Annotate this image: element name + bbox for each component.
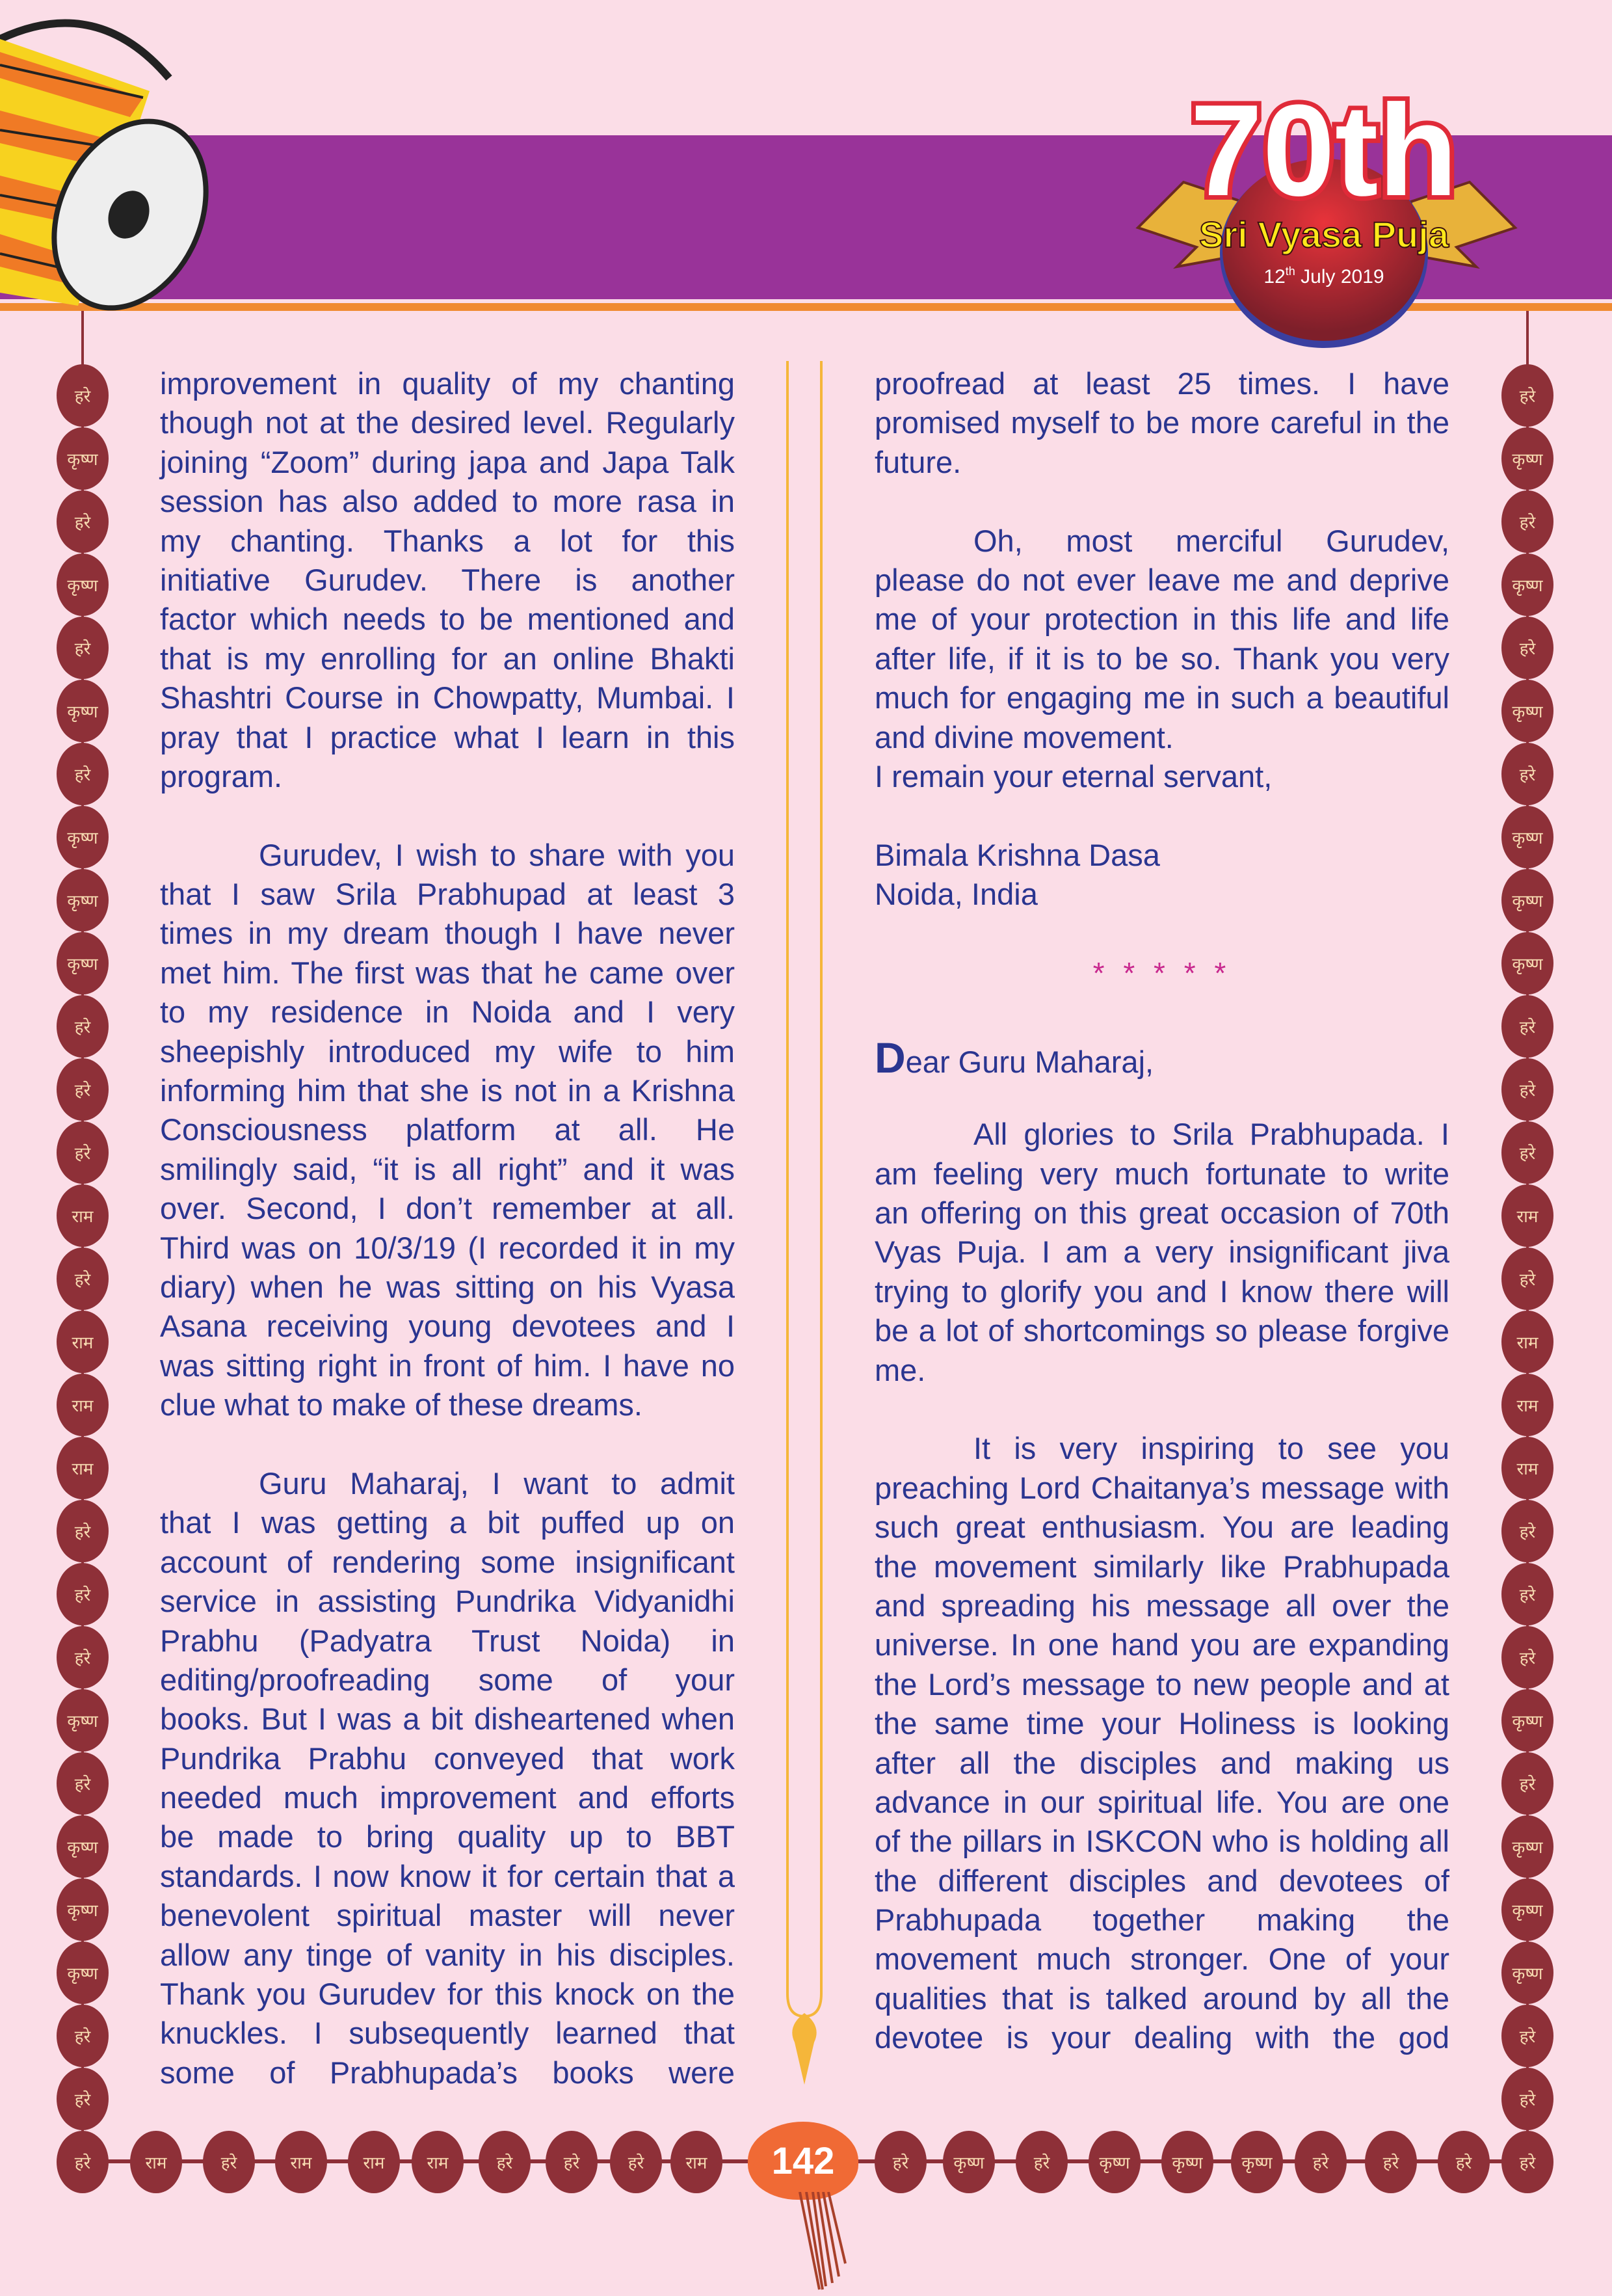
text-line [160, 718, 735, 757]
text-line [160, 1817, 735, 1856]
text-line [875, 1862, 1449, 1901]
bead-left: कृष्ण [57, 869, 109, 931]
bead-right: हरे [1501, 490, 1553, 553]
text-line-content: allow any tinge of vanity in his disciples. [160, 1937, 735, 1972]
text-line [160, 1975, 735, 2014]
70th-vyasa-puja-badge [1099, 59, 1554, 358]
text-line [875, 1547, 1449, 1586]
bead-right: हरे [1501, 2068, 1553, 2130]
text-line [160, 1150, 735, 1189]
text-line [875, 1272, 1449, 1311]
text-line-content: though not at the desired level. Regularly [160, 405, 735, 440]
text-line [160, 1622, 735, 1661]
bead-right: हरे [1501, 1058, 1553, 1121]
text-line [875, 2018, 1449, 2057]
text-line [875, 1783, 1449, 1822]
text-line-content: after life, if it is to be so. Thank you very [875, 641, 1449, 676]
text-line-content: Guru Maharaj, I want to admit [259, 1465, 735, 1501]
text-line [160, 1307, 735, 1346]
bead-right: कृष्ण [1501, 1815, 1553, 1878]
text-line-content: clue what to make of these dreams. [160, 1387, 642, 1422]
salutation [875, 1034, 1449, 1084]
text-line [160, 403, 735, 442]
bead-bottom-right: हरे [875, 2131, 927, 2193]
text-line [160, 1582, 735, 1621]
bead-left: हरे [57, 2068, 109, 2130]
text-line-content: future. [875, 444, 962, 479]
text-line [875, 522, 1449, 561]
bead-left: हरे [57, 364, 109, 427]
text-line-content: Noida, India [875, 877, 1038, 912]
text-line-content: It is very inspiring to see you [973, 1431, 1449, 1466]
bead-right: कृष्ण [1501, 427, 1553, 490]
text-line-content: an offering on this great occasion of 70th [875, 1195, 1449, 1231]
bead-bottom-right: हरे [1365, 2131, 1417, 2193]
text-line [875, 1625, 1449, 1664]
text-line-content: times in my dream though I have never [160, 916, 735, 951]
bead-bottom-right: हरे [1016, 2131, 1068, 2193]
text-line-content: universe. In one hand you are expanding [875, 1627, 1449, 1662]
bead-left: हरे [57, 1058, 109, 1121]
bead-left: कृष्ण [57, 1878, 109, 1941]
text-line-content: and spreading his message all over the [875, 1588, 1449, 1623]
bead-right: हरे [1501, 995, 1553, 1058]
text-line [160, 1032, 735, 1071]
text-line [875, 443, 1449, 482]
text-line [160, 954, 735, 993]
bead-left: राम [57, 1374, 109, 1436]
bead-bottom-left: राम [670, 2131, 722, 2193]
bead-bottom-right: कृष्ण [1161, 2131, 1213, 2193]
text-line-content: factor which needs to be mentioned and [160, 602, 735, 637]
mridanga-drum-icon [0, 0, 260, 325]
page-number: 142 [748, 2122, 858, 2200]
text-line [160, 1189, 735, 1228]
left-text-column [160, 364, 735, 2092]
text-line [875, 403, 1449, 442]
text-line [875, 1665, 1449, 1704]
bead-left: हरे [57, 2005, 109, 2067]
text-line-content: my chanting. Thanks a lot for this [160, 523, 735, 558]
text-line [875, 1822, 1449, 1861]
text-line [160, 1896, 735, 1935]
bead-bottom-left: राम [275, 2131, 327, 2193]
text-line-content: over. Second, I don’t remember at all. [160, 1191, 735, 1226]
text-line-content: advance in our spiritual life. You are one [875, 1784, 1449, 1819]
text-line-content: devotee is your dealing with the god [875, 2020, 1449, 2055]
bead-bottom-right: हरे [1295, 2131, 1347, 2193]
bead-right: हरे [1501, 2005, 1553, 2067]
text-line [875, 1233, 1449, 1272]
text-line-content: session has also added to more rasa in [160, 484, 735, 519]
bead-left: हरे [57, 490, 109, 553]
text-line-content: much for engaging me in such a beautiful [875, 680, 1449, 715]
text-line [875, 1901, 1449, 1940]
text-line-content: Vyas Puja. I am a very insignificant jiva [875, 1235, 1449, 1270]
text-line-content: the Lord’s message to new people and at [875, 1666, 1449, 1702]
text-line [160, 1503, 735, 1542]
text-line-content: informing him that she is not in a Krishna [160, 1073, 735, 1108]
text-line [875, 836, 1449, 875]
text-line-content: All glories to Srila Prabhupada. I [973, 1117, 1449, 1152]
text-line-content: improvement in quality of my chanting [160, 366, 735, 401]
text-line [160, 914, 735, 953]
text-line [160, 1071, 735, 1110]
tassel-icon [780, 2192, 871, 2296]
badge-number: 70th [1190, 78, 1458, 223]
text-line-content: that I was getting a bit puffed up on [160, 1505, 735, 1540]
text-line [875, 1194, 1449, 1233]
text-line [875, 1940, 1449, 1979]
text-line-content: benevolent spiritual master will never [160, 1898, 735, 1933]
bead-right: कृष्ण [1501, 1689, 1553, 1752]
bead-bottom-right: हरे [1501, 2131, 1553, 2193]
text-line [160, 2014, 735, 2053]
text-line [160, 1739, 735, 1778]
bead-bottom-left: राम [412, 2131, 464, 2193]
bead-left: हरे [57, 617, 109, 679]
text-line-content: Asana receiving young devotees and I [160, 1309, 735, 1344]
bead-bottom-right: कृष्ण [1231, 2131, 1283, 2193]
text-line [875, 1469, 1449, 1508]
text-line [875, 718, 1449, 757]
text-line [875, 1429, 1449, 1468]
bead-bottom-left: हरे [479, 2131, 531, 2193]
text-line [875, 1979, 1449, 2018]
text-line-content: pray that I practice what I learn in this [160, 719, 735, 754]
dropcap: D [875, 1034, 906, 1082]
text-line [875, 1390, 1449, 1429]
text-line [160, 678, 735, 717]
text-line-content: be a lot of shortcomings so please forgive [875, 1313, 1449, 1348]
text-line [160, 1778, 735, 1817]
text-line-content: Prabhu (Padyatra Trust Noida) in [160, 1623, 735, 1658]
text-line-content: the same time your Holiness is looking [875, 1706, 1449, 1741]
text-line-content: Thank you Gurudev for this knock on the [160, 1977, 735, 2012]
text-line-content: please do not ever leave me and deprive [875, 562, 1449, 597]
text-line [160, 1857, 735, 1896]
text-line [160, 1936, 735, 1975]
bead-right: हरे [1501, 1500, 1553, 1562]
text-line-content: proofread at least 25 times. I have [875, 366, 1449, 401]
bead-left: राम [57, 1311, 109, 1373]
text-line [160, 600, 735, 639]
bead-right: कृष्ण [1501, 554, 1553, 616]
text-line [160, 993, 735, 1032]
bead-right: राम [1501, 1311, 1553, 1373]
text-line [160, 796, 735, 835]
text-line [160, 561, 735, 600]
bead-left: हरे [57, 1248, 109, 1310]
text-line-content: Consciousness platform at all. He [160, 1112, 735, 1147]
text-line-content: qualities that is talked around by all the [875, 1981, 1449, 2016]
text-line [160, 2053, 735, 2092]
text-line [875, 1508, 1449, 1547]
text-line [875, 561, 1449, 600]
bead-bottom-left: राम [348, 2131, 400, 2193]
text-line [160, 1464, 735, 1503]
bead-right: हरे [1501, 1626, 1553, 1689]
bead-right: कृष्ण [1501, 680, 1553, 742]
bead-bottom-right: हरे [1438, 2131, 1490, 2193]
text-line-content: initiative Gurudev. There is another [160, 562, 735, 597]
bead-left: कृष्ण [57, 1689, 109, 1752]
text-line-content: the different disciples and devotees of [875, 1863, 1449, 1898]
bead-bottom-right: कृष्ण [943, 2131, 995, 2193]
bead-left: राम [57, 1437, 109, 1499]
text-line-content: movement much stronger. One of your [875, 1942, 1449, 1977]
text-line-content: Shashtri Course in Chowpatty, Mumbai. I [160, 680, 735, 715]
text-line-content: promised myself to be more careful in the [875, 405, 1449, 440]
section-separator: * * * * * [1092, 955, 1232, 990]
bead-bottom-left: हरे [610, 2131, 662, 2193]
text-line-content: service in assisting Pundrika Vidyanidhi [160, 1584, 735, 1619]
text-line [875, 1744, 1449, 1783]
text-line-content: Bimala Krishna Dasa [875, 837, 1160, 872]
bead-bottom-left: हरे [57, 2131, 109, 2193]
text-line [875, 1586, 1449, 1625]
bead-left: कृष्ण [57, 427, 109, 490]
text-line [160, 1110, 735, 1149]
bead-right: कृष्ण [1501, 1878, 1553, 1941]
bead-left: कृष्ण [57, 554, 109, 616]
bead-right: कृष्ण [1501, 806, 1553, 868]
bead-left: हरे [57, 743, 109, 805]
text-line [875, 1311, 1449, 1350]
text-line [160, 1661, 735, 1700]
bead-right: कृष्ण [1501, 1942, 1553, 2004]
text-line [160, 1229, 735, 1268]
text-line-content: met him. The first was that he came over [160, 955, 735, 990]
bead-left: राम [57, 1184, 109, 1247]
bead-right: हरे [1501, 1563, 1553, 1625]
bead-bottom-left: हरे [203, 2131, 255, 2193]
bead-left: हरे [57, 1500, 109, 1562]
text-line-content: sheepishly introduced my wife to him [160, 1034, 735, 1069]
bead-left: हरे [57, 1121, 109, 1184]
text-line-content: smilingly said, “it is all right” and it was [160, 1151, 735, 1186]
text-line [875, 757, 1449, 796]
bead-left: हरे [57, 995, 109, 1058]
text-line [875, 364, 1449, 403]
bead-right: कृष्ण [1501, 932, 1553, 994]
text-line-content: such great enthusiasm. You are leading [875, 1510, 1449, 1545]
text-line-content: Third was on 10/3/19 (I recorded it in my [160, 1230, 735, 1265]
text-line-content: trying to glorify you and I know there will [875, 1274, 1449, 1309]
text-line [160, 639, 735, 678]
bead-left: कृष्ण [57, 806, 109, 868]
text-line [160, 443, 735, 482]
bead-right: हरे [1501, 364, 1553, 427]
text-line-content: some of Prabhupada’s books were [160, 2055, 735, 2090]
bead-left: हरे [57, 1752, 109, 1815]
text-line [160, 1268, 735, 1307]
bead-right: हरे [1501, 1248, 1553, 1310]
bead-right: कृष्ण [1501, 869, 1553, 931]
text-line-content: standards. I now know it for certain that a [160, 1858, 735, 1893]
text-line [875, 678, 1449, 717]
bead-bottom-right: कृष्ण [1089, 2131, 1141, 2193]
text-line-content: me of your protection in this life and life [875, 602, 1449, 637]
text-line-content: me. [875, 1352, 926, 1387]
text-line [160, 757, 735, 796]
text-line-content: account of rendering some insignificant [160, 1544, 735, 1579]
text-line-content: needed much improvement and efforts [160, 1780, 735, 1815]
text-line-content: preaching Lord Chaitanya’s message with [875, 1470, 1449, 1505]
text-line [875, 482, 1449, 521]
bead-right: राम [1501, 1437, 1553, 1499]
text-line [160, 1543, 735, 1582]
salutation-text: ear Guru Maharaj, [905, 1045, 1154, 1080]
text-line [160, 482, 735, 521]
text-line-content: that is my enrolling for an online Bhakti [160, 641, 735, 676]
text-line [875, 600, 1449, 639]
text-line-content: to my residence in Noida and I very [160, 994, 735, 1030]
text-line [875, 639, 1449, 678]
text-line [875, 875, 1449, 914]
bead-left: कृष्ण [57, 1942, 109, 2004]
text-line-content: Oh, most merciful Gurudev, [973, 523, 1449, 558]
text-line-content: was sitting right in front of him. I have no [160, 1348, 735, 1383]
text-line [875, 1351, 1449, 1390]
text-line-content: editing/proofreading some of your [160, 1662, 735, 1697]
bead-left: कृष्ण [57, 932, 109, 994]
text-line-content: after all the disciples and making us [875, 1745, 1449, 1780]
badge-date: 12th July 2019 [1263, 265, 1384, 287]
text-line [160, 364, 735, 403]
text-line-content: that I saw Srila Prabhupad at least 3 [160, 877, 735, 912]
text-line [160, 1385, 735, 1424]
center-thread-divider [774, 361, 839, 2091]
text-line [875, 1704, 1449, 1743]
text-line [160, 1425, 735, 1464]
bead-left: कृष्ण [57, 1815, 109, 1878]
text-line-content: Pundrika Prabhu conveyed that work [160, 1741, 735, 1776]
bead-right: हरे [1501, 617, 1553, 679]
bead-left: कृष्ण [57, 680, 109, 742]
text-line-content: diary) when he was sitting on his Vyasa [160, 1269, 735, 1304]
bead-right: राम [1501, 1374, 1553, 1436]
text-line-content: am feeling very much fortunate to write [875, 1156, 1449, 1191]
right-text-column [875, 364, 1449, 2058]
text-line-content: joining “Zoom” during japa and Japa Talk [160, 444, 735, 479]
text-line [160, 836, 735, 875]
text-line-content: I remain your eternal servant, [875, 758, 1273, 794]
text-line [875, 796, 1449, 835]
text-line [875, 1115, 1449, 1154]
text-line-content: books. But I was a bit disheartened when [160, 1702, 735, 1737]
text-line [160, 1346, 735, 1385]
text-line [160, 1700, 735, 1739]
text-line [875, 914, 1449, 953]
text-line-content: be made to bring quality up to BBT [160, 1819, 735, 1854]
bead-bottom-left: हरे [546, 2131, 598, 2193]
text-line-content: and divine movement. [875, 719, 1174, 754]
text-line-content: Gurudev, I wish to share with you [259, 837, 735, 872]
text-line [875, 1155, 1449, 1194]
bead-left: हरे [57, 1626, 109, 1689]
bead-bottom-left: राम [130, 2131, 182, 2193]
bead-right: हरे [1501, 1121, 1553, 1184]
text-line-content: Prabhupada together making the [875, 1902, 1449, 1938]
text-line [160, 875, 735, 914]
bead-right: हरे [1501, 1752, 1553, 1815]
badge-title: Sri Vyasa Puja [1199, 214, 1449, 255]
text-line [160, 522, 735, 561]
bead-right: राम [1501, 1184, 1553, 1247]
bead-left: हरे [57, 1563, 109, 1625]
text-line-content: of the pillars in ISKCON who is holding all [875, 1824, 1449, 1859]
text-line-content: knuckles. I subsequently learned that [160, 2016, 735, 2051]
text-line-content: program. [160, 758, 283, 794]
text-line-content: the movement similarly like Prabhupada [875, 1549, 1449, 1584]
bead-right: हरे [1501, 743, 1553, 805]
